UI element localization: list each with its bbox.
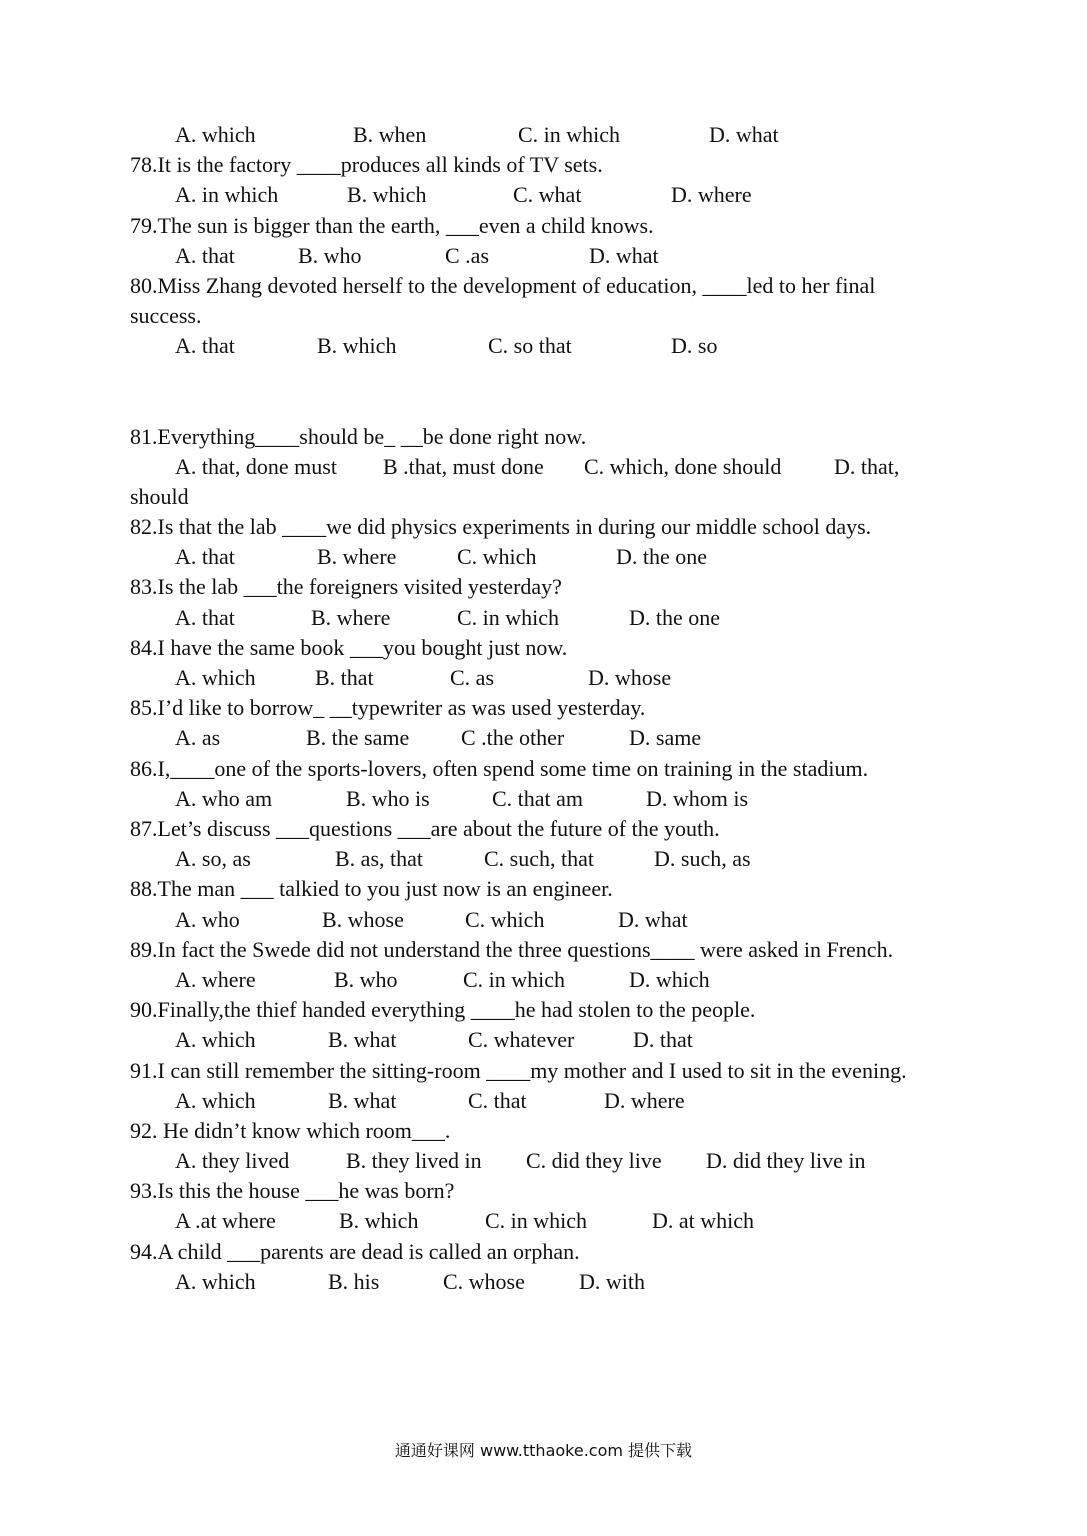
page-footer: 通通好课网 www.tthaoke.com 提供下载 [394,1441,693,1460]
option-d: D. with [579,1268,645,1294]
option-a: A. that [175,604,235,630]
option-b: B. whose [322,906,404,932]
option-c: C. did they live [526,1148,662,1174]
option-b: B. what [328,1027,397,1053]
option-b: B. where [317,544,397,570]
option-d: D. what [618,906,688,932]
options-79 [130,241,930,271]
option-a: A. which [175,1087,256,1113]
option-b: B. when [353,122,427,147]
question-79: 79.The sun is bigger than the earth, ___even a child knows. [130,212,654,238]
option-d: D. the one [629,604,721,630]
option-c: C. which [465,906,545,932]
option-d: D. which [629,966,710,992]
option-d: D. where [604,1087,685,1113]
question-93: 93.Is this the house ___he was born? [130,1178,455,1204]
option-d: D. whom is [646,785,749,811]
option-d-continued: should [130,483,189,509]
option-c: C. such, that [484,846,594,872]
options-92 [130,1146,930,1176]
option-b: B. his [328,1268,380,1294]
option-a: A. so, as [175,846,251,872]
question-82: 82.Is that the lab ____we did physics experiments in during our middle school days. [130,514,872,540]
option-a: A. that [175,544,235,570]
option-b: B .that, must done [383,453,544,479]
option-c: C. in which [463,966,566,992]
option-b: B. what [328,1087,397,1113]
option-d: D. whose [588,665,672,691]
option-d: D. that, [834,453,900,479]
options-93 [130,1206,930,1236]
option-b: B. they lived in [346,1148,482,1174]
question-list [130,120,930,1297]
question-90: 90.Finally,the thief handed everything ____he had stolen to the people. [130,997,756,1023]
option-c: C. which, done should [584,453,782,479]
options-77 [130,120,930,150]
option-c: C. that am [492,785,584,811]
question-94: 94.A child ___parents are dead is called an orphan. [130,1238,580,1264]
option-b: B. who is [346,785,430,811]
option-c: C. as [450,665,494,691]
options-87 [130,844,930,874]
option-c: C .the other [461,725,565,751]
options-82 [130,542,930,572]
option-a: A. where [175,966,256,992]
option-b: B. which [339,1208,419,1234]
options-78 [130,180,930,210]
options-94 [130,1267,930,1297]
option-b: B. who [334,966,398,992]
options-81 [130,452,930,482]
option-a: A. who am [175,785,273,811]
question-78: 78.It is the factory ____produces all kinds of TV sets. [130,152,603,178]
option-a: A. which [175,1027,256,1053]
option-d: D. where [671,182,752,208]
option-c: C. in which [518,122,621,147]
option-a: A. which [175,1268,256,1294]
question-80: 80.Miss Zhang devoted herself to the development of education, ____led to her final success. [130,272,876,329]
question-92: 92. He didn’t know which room___. [130,1117,451,1143]
option-c: C. that [468,1087,527,1113]
options-90 [130,1025,930,1055]
option-a: A. that [175,242,235,268]
question-86: 86.I,____one of the sports-lovers, often spend some time on training in the stadium. [130,755,869,781]
option-b: B. where [311,604,391,630]
option-a: A. which [175,122,256,147]
options-80 [130,331,930,361]
option-b: B. who [298,242,362,268]
options-88 [130,905,930,935]
option-d: D. the one [616,544,708,570]
option-a: A. as [175,725,221,751]
option-b: B. as, that [335,846,423,872]
option-d: D. what [589,242,659,268]
option-a: A. in which [175,182,279,208]
option-d: D. did they live in [706,1148,866,1174]
option-b: B. the same [306,725,410,751]
options-84 [130,663,930,693]
option-d: D. that [633,1027,693,1053]
option-a: A. that, done must [175,453,337,479]
section-gap [130,362,930,422]
option-b: B. which [347,182,427,208]
option-c: C. in which [457,604,560,630]
options-86 [130,784,930,814]
question-84: 84.I have the same book ___you bought just now. [130,634,568,660]
option-b: B. that [315,665,374,691]
question-87: 87.Let’s discuss ___questions ___are about the future of the youth. [130,816,720,841]
option-c: C. in which [485,1208,588,1234]
options-91 [130,1086,930,1116]
question-81: 81.Everything____should be_ __be done right now. [130,423,587,449]
option-d: D. what [709,122,779,147]
options-83 [130,603,930,633]
question-91: 91.I can still remember the sitting-room ____my mother and I used to sit in the evening. [130,1057,907,1083]
option-c: C. whatever [468,1027,575,1053]
option-a: A. who [175,906,240,932]
option-c: C. whose [443,1268,525,1294]
option-b: B. which [317,333,397,359]
option-c: C. which [457,544,537,570]
option-a: A. they lived [175,1148,290,1174]
options-85 [130,723,930,753]
options-89 [130,965,930,995]
option-a: A. that [175,333,235,359]
option-d: D. at which [652,1208,755,1234]
option-d: D. same [629,725,702,751]
option-c: C. what [513,182,582,208]
question-88: 88.The man ___ talkied to you just now is an engineer. [130,876,613,902]
option-c: C .as [445,242,489,268]
option-d: D. so [671,333,718,359]
question-83: 83.Is the lab ___the foreigners visited yesterday? [130,574,562,600]
option-c: C. so that [488,333,572,359]
question-85: 85.I’d like to borrow_ __typewriter as was used yesterday. [130,695,646,721]
question-89: 89.In fact the Swede did not understand the three questions____ were asked in French. [130,936,894,962]
option-a: A. which [175,665,256,691]
option-a: A .at where [175,1208,276,1234]
option-d: D. such, as [654,846,751,872]
